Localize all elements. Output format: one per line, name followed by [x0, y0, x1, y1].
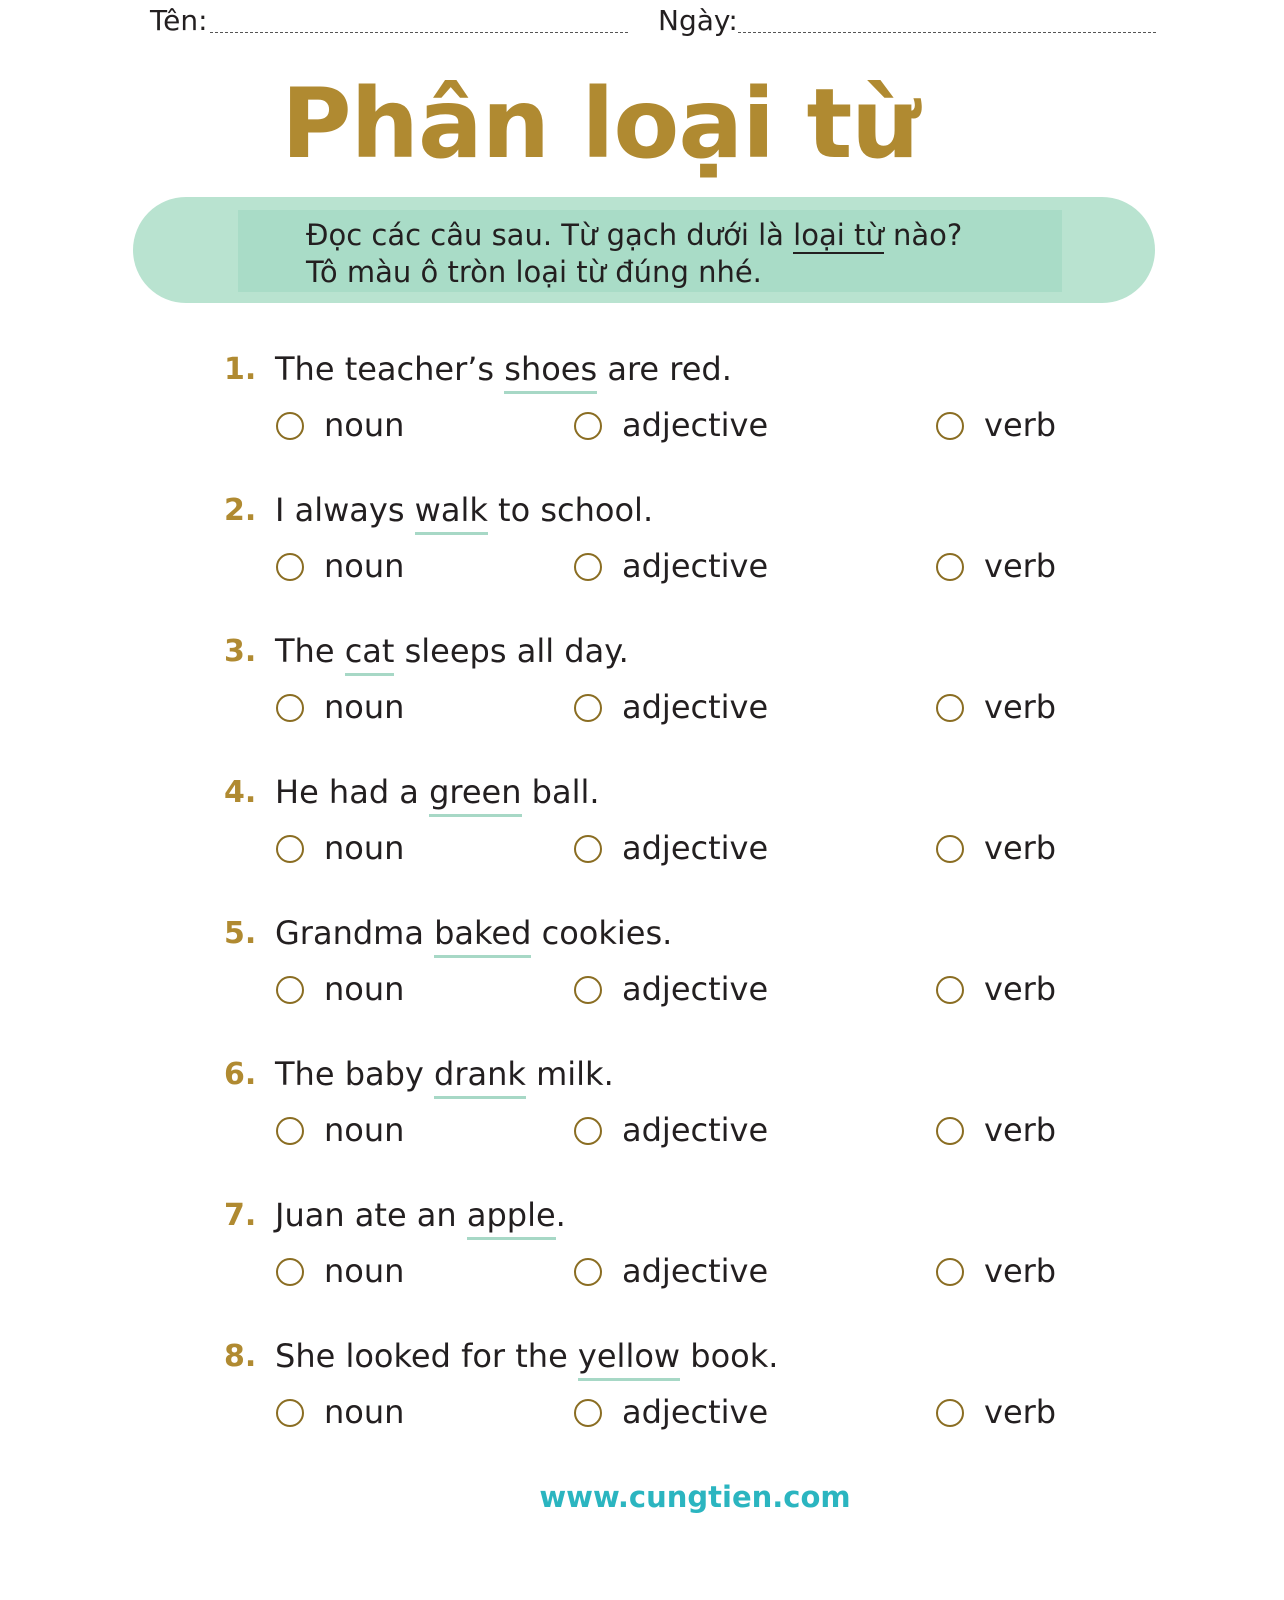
sentence-text: Grandma [275, 914, 435, 952]
radio-circle-icon[interactable] [574, 694, 602, 722]
underlined-word: walk [415, 491, 488, 535]
question-item [0, 1339, 1284, 1479]
radio-circle-icon[interactable] [936, 1258, 964, 1286]
question-item [0, 1198, 1284, 1338]
sentence-text: cookies. [531, 914, 673, 952]
radio-circle-icon[interactable] [936, 976, 964, 1004]
question-number: 2. [224, 493, 257, 528]
underlined-word: apple [467, 1196, 556, 1240]
sentence-text: . [555, 1196, 566, 1234]
name-label: Tên: [150, 4, 208, 37]
option-label: verb [984, 406, 1057, 444]
option-label: verb [984, 1111, 1057, 1149]
instructions-text: Đọc các câu sau. Từ gạch dưới là [306, 218, 794, 252]
question-number: 3. [224, 634, 257, 669]
radio-circle-icon[interactable] [276, 694, 304, 722]
question-sentence [275, 1055, 614, 1099]
underlined-word: cat [345, 632, 395, 676]
option-label: verb [984, 1393, 1057, 1431]
question-number: 4. [224, 775, 257, 810]
option-label: verb [984, 1252, 1057, 1290]
radio-circle-icon[interactable] [276, 1117, 304, 1145]
option-label: verb [984, 688, 1057, 726]
question-number: 6. [224, 1057, 257, 1092]
question-item [0, 634, 1284, 774]
question-sentence [275, 350, 732, 394]
option-label: verb [984, 547, 1057, 585]
option-label: verb [984, 970, 1057, 1008]
question-sentence [275, 632, 629, 676]
question-item [0, 493, 1284, 633]
radio-circle-icon[interactable] [276, 1258, 304, 1286]
instructions-line-1 [306, 218, 962, 252]
option-label: verb [984, 829, 1057, 867]
question-item [0, 775, 1284, 915]
option-label: noun [324, 547, 405, 585]
radio-circle-icon[interactable] [936, 835, 964, 863]
option-label: adjective [622, 1252, 769, 1290]
question-number: 5. [224, 916, 257, 951]
option-label: noun [324, 1252, 405, 1290]
question-number: 7. [224, 1198, 257, 1233]
radio-circle-icon[interactable] [276, 412, 304, 440]
sentence-text: book. [680, 1337, 779, 1375]
option-label: noun [324, 1393, 405, 1431]
radio-circle-icon[interactable] [574, 1258, 602, 1286]
radio-circle-icon[interactable] [574, 412, 602, 440]
option-label: noun [324, 406, 405, 444]
radio-circle-icon[interactable] [936, 1117, 964, 1145]
question-item [0, 1057, 1284, 1197]
option-label: adjective [622, 829, 769, 867]
sentence-text: She looked for the [275, 1337, 578, 1375]
radio-circle-icon[interactable] [574, 1399, 602, 1427]
sentence-text: He had a [275, 773, 430, 811]
sentence-text: The [275, 632, 345, 670]
radio-circle-icon[interactable] [574, 553, 602, 581]
question-item [0, 352, 1284, 492]
sentence-text: ball. [521, 773, 600, 811]
sentence-text: sleeps all day. [394, 632, 629, 670]
instructions-line-2: Tô màu ô tròn loại từ đúng nhé. [306, 255, 762, 289]
radio-circle-icon[interactable] [574, 835, 602, 863]
option-label: adjective [622, 970, 769, 1008]
radio-circle-icon[interactable] [936, 553, 964, 581]
radio-circle-icon[interactable] [936, 412, 964, 440]
underlined-word: shoes [504, 350, 597, 394]
name-input-line[interactable] [210, 32, 628, 33]
sentence-text: I always [275, 491, 415, 529]
footer-website: www.cungtien.com [539, 1480, 851, 1514]
underlined-word: yellow [578, 1337, 680, 1381]
option-label: noun [324, 1111, 405, 1149]
question-sentence [275, 914, 672, 958]
option-label: adjective [622, 688, 769, 726]
radio-circle-icon[interactable] [936, 1399, 964, 1427]
radio-circle-icon[interactable] [276, 553, 304, 581]
option-label: noun [324, 829, 405, 867]
question-sentence [275, 1196, 566, 1240]
question-number: 1. [224, 352, 257, 387]
question-sentence [275, 1337, 778, 1381]
instructions-text: nào? [883, 218, 963, 252]
option-label: adjective [622, 1111, 769, 1149]
instructions-underlined-term: loại từ [793, 218, 884, 252]
question-item [0, 916, 1284, 1056]
underlined-word: baked [434, 914, 531, 958]
underlined-word: green [429, 773, 521, 817]
sentence-text: The teacher’s [275, 350, 505, 388]
sentence-text: Juan ate an [275, 1196, 467, 1234]
option-label: adjective [622, 1393, 769, 1431]
radio-circle-icon[interactable] [574, 1117, 602, 1145]
date-label: Ngày: [658, 4, 738, 37]
option-label: adjective [622, 406, 769, 444]
radio-circle-icon[interactable] [276, 1399, 304, 1427]
radio-circle-icon[interactable] [276, 835, 304, 863]
sentence-text: milk. [525, 1055, 614, 1093]
question-sentence [275, 491, 653, 535]
sentence-text: are red. [597, 350, 732, 388]
option-label: noun [324, 970, 405, 1008]
question-sentence [275, 773, 600, 817]
radio-circle-icon[interactable] [936, 694, 964, 722]
option-label: adjective [622, 547, 769, 585]
underlined-word: drank [434, 1055, 526, 1099]
sentence-text: to school. [487, 491, 654, 529]
sentence-text: The baby [275, 1055, 435, 1093]
option-label: noun [324, 688, 405, 726]
page-title: Phân loại từ [281, 68, 919, 180]
question-number: 8. [224, 1339, 257, 1374]
radio-circle-icon[interactable] [276, 976, 304, 1004]
date-input-line[interactable] [738, 32, 1156, 33]
radio-circle-icon[interactable] [574, 976, 602, 1004]
